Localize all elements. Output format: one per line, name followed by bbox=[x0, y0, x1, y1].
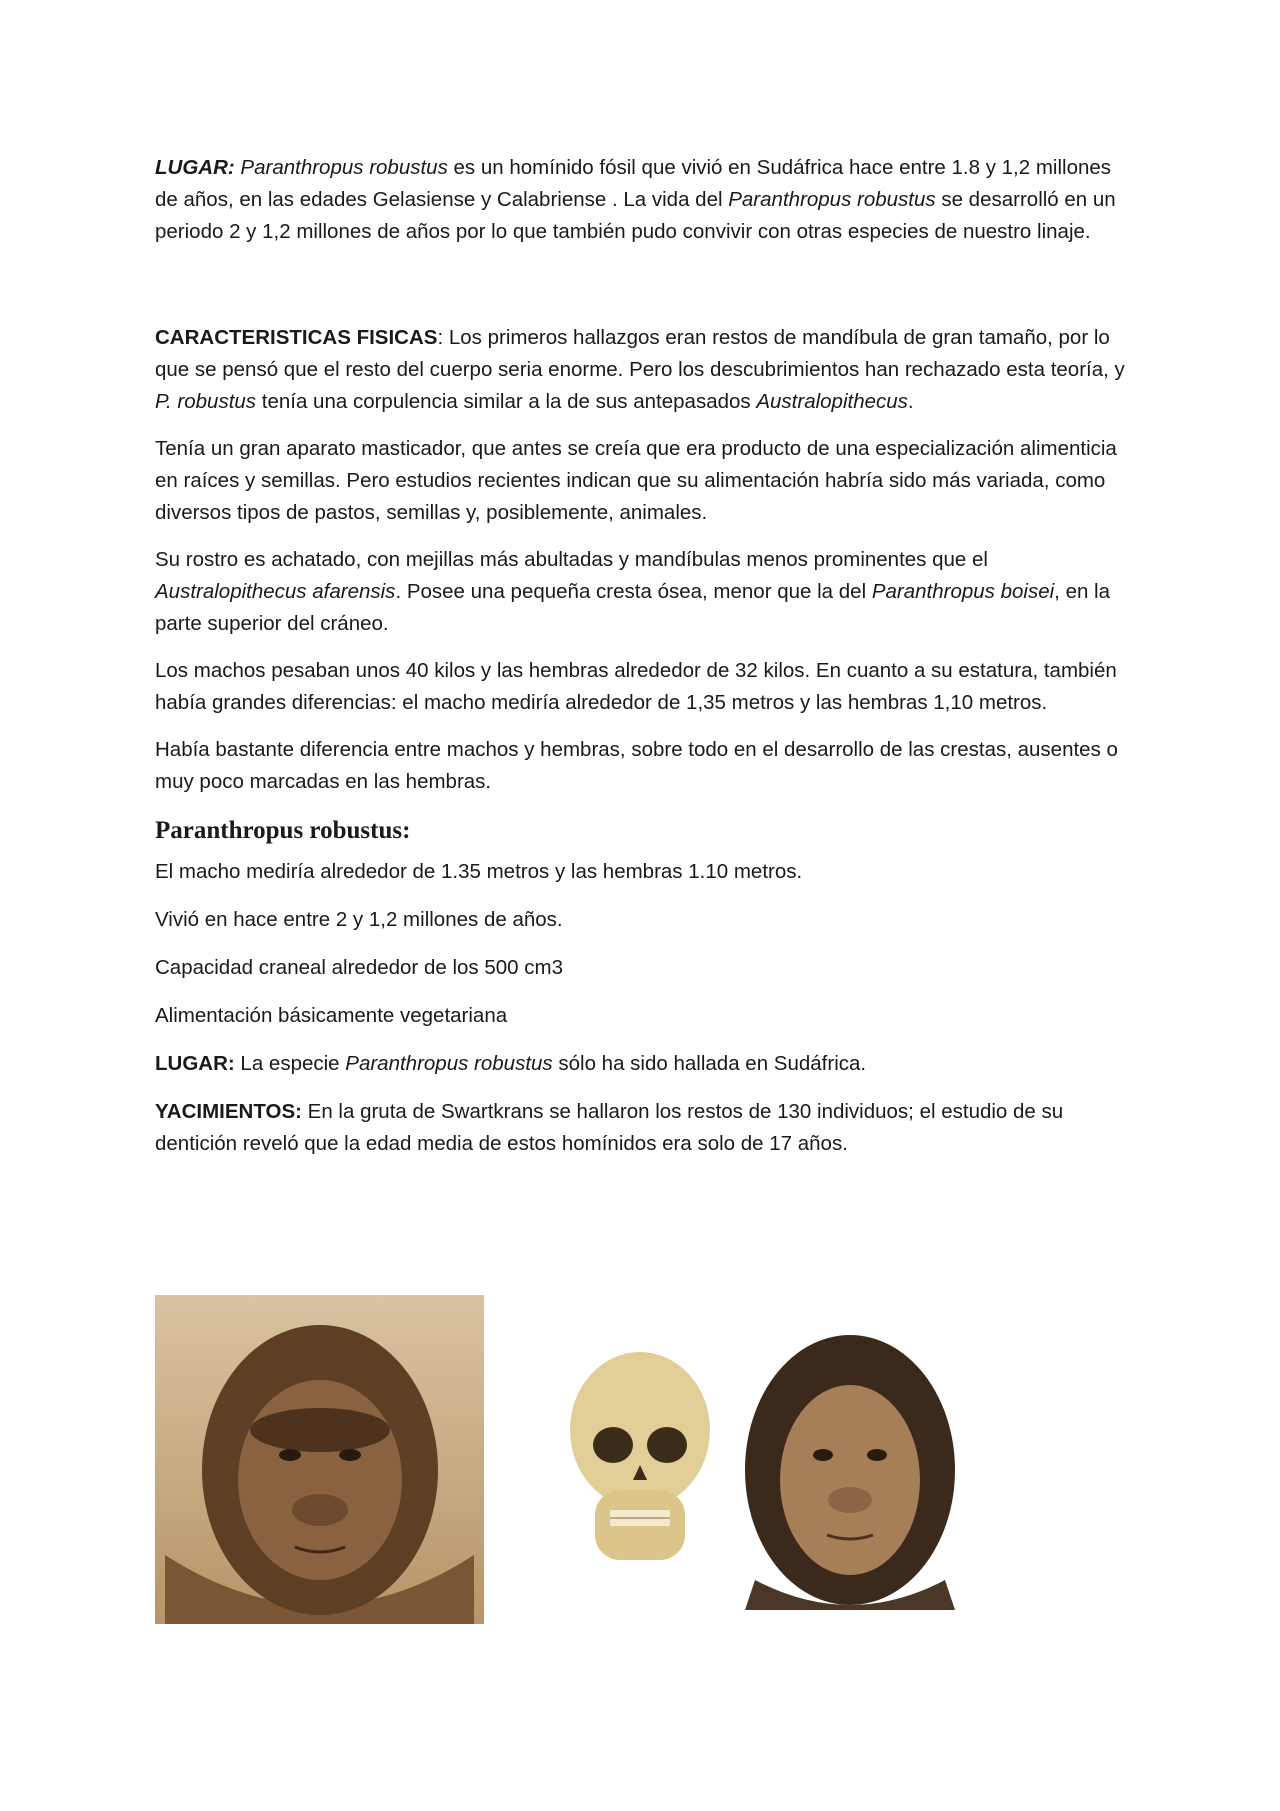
fact-item: Capacidad craneal alrededor de los 500 cm3 bbox=[155, 956, 563, 979]
label-lugar: LUGAR: bbox=[155, 1052, 235, 1075]
paragraph-caracteristicas bbox=[155, 322, 1130, 418]
text-run: sólo ha sido hallada en Sudáfrica. bbox=[552, 1052, 867, 1075]
text-run: se desarrolló en un periodo 2 y 1,2 millones de años por lo que también pudo convivir con otras especies de nuestro linaje. bbox=[155, 188, 1116, 243]
label-yacimientos: YACIMIENTOS: bbox=[155, 1100, 302, 1123]
species-name: Australopithecus afarensis bbox=[155, 580, 396, 603]
text-run: En la gruta de Swartkrans se hallaron los restos de 130 individuos; el estudio de su dentición reveló que la edad media de estos homínidos era solo de 17 años. bbox=[155, 1100, 1064, 1155]
species-name: Paranthropus robustus bbox=[240, 156, 448, 179]
species-name: Paranthropus robustus bbox=[728, 188, 936, 211]
skull-and-head-image bbox=[555, 1330, 1015, 1610]
text-run: , en la parte superior del cráneo. bbox=[155, 580, 1111, 635]
paragraph-machos: Los machos pesaban unos 40 kilos y las hembras alrededor de 32 kilos. En cuanto a su estatura, también había grandes diferencias: el macho mediría alrededor de 1,35 metros y las hembras 1,10 metros. bbox=[155, 659, 1117, 714]
text-run: . Posee una pequeña cresta ósea, menor que la del bbox=[395, 580, 872, 603]
fact-item: El macho mediría alrededor de 1.35 metros y las hembras 1.10 metros. bbox=[155, 860, 803, 883]
document-body bbox=[155, 152, 1130, 1160]
label-caracteristicas: CARACTERISTICAS FISICAS bbox=[155, 326, 438, 349]
section-heading: Paranthropus robustus: bbox=[155, 817, 411, 844]
paragraph-diferencia: Había bastante diferencia entre machos y hembras, sobre todo en el desarrollo de las crestas, ausentes o muy poco marcadas en las hembras. bbox=[155, 738, 1118, 793]
paragraph-aparato: Tenía un gran aparato masticador, que antes se creía que era producto de una especialización alimenticia en raíces y semillas. Pero estudios recientes indican que su alimentación habría sido más variada, como diversos tipos de pastos, semillas y, posiblemente, animales. bbox=[155, 437, 1117, 524]
text-run: : Los primeros hallazgos eran restos de mandíbula de gran tamaño, por lo que se pensó que el resto del cuerpo seria enorme. Pero los descubrimientos han rechazado esta teoría, y bbox=[155, 326, 1125, 381]
text-run: es un homínido fósil que vivió en Sudáfrica hace entre 1.8 y 1,2 millones de años, en las edades Gelasiense y Calabriense . La vida del bbox=[155, 156, 1112, 211]
text-run: La especie bbox=[234, 1052, 346, 1075]
text-run: Su rostro es achatado, con mejillas más abultadas y mandíbulas menos prominentes que el bbox=[155, 548, 988, 571]
hominid-reconstruction-image bbox=[155, 1295, 484, 1624]
paragraph-rostro bbox=[155, 544, 1130, 640]
text-run: tenía una corpulencia similar a la de sus antepasados bbox=[256, 390, 757, 413]
genus-name: Australopithecus bbox=[756, 390, 908, 413]
label-lugar: LUGAR: bbox=[155, 156, 235, 179]
species-name: Paranthropus robustus bbox=[345, 1052, 553, 1075]
fact-item: Vivió en hace entre 2 y 1,2 millones de años. bbox=[155, 908, 563, 931]
fact-item: Alimentación básicamente vegetariana bbox=[155, 1004, 508, 1027]
species-name: Paranthropus boisei bbox=[871, 580, 1055, 603]
text-run: . bbox=[907, 390, 914, 413]
paragraph-yacimientos bbox=[155, 1096, 1130, 1160]
paragraph-lugar-2 bbox=[155, 1048, 1130, 1080]
species-name: P. robustus bbox=[155, 390, 257, 413]
paragraph-lugar bbox=[155, 152, 1130, 248]
